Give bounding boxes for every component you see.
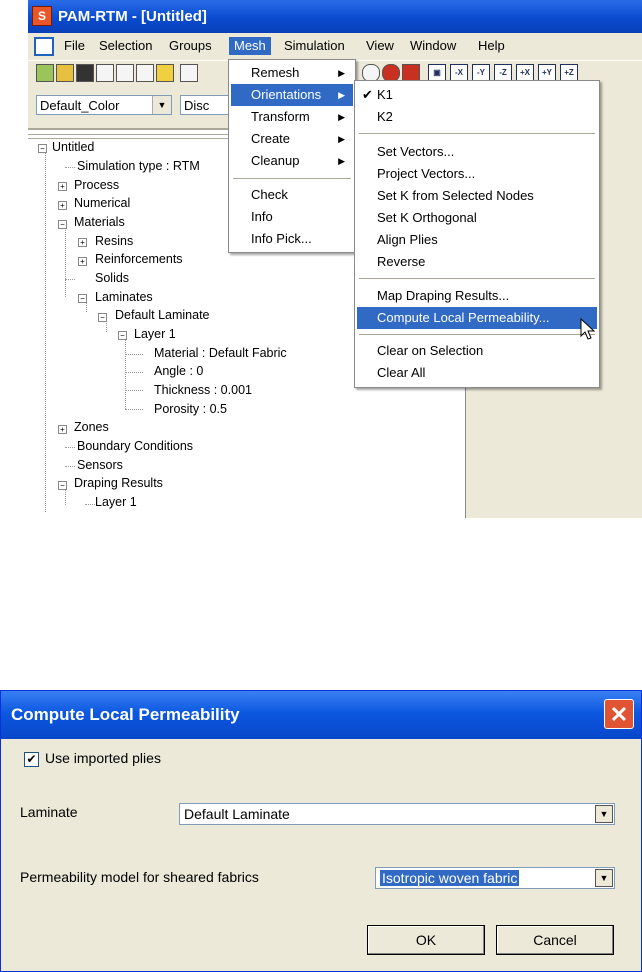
permeability-model-label: Permeability model for sheared fabrics — [20, 869, 259, 885]
submenu-arrow-icon: ▶ — [338, 90, 345, 100]
layout-rows-icon[interactable] — [96, 64, 114, 82]
tree-item-resins[interactable]: Resins — [95, 234, 134, 248]
tree-item-solids[interactable]: Solids — [95, 271, 130, 285]
menu-separator — [359, 278, 595, 279]
tree-item-laminates[interactable]: Laminates — [95, 290, 153, 304]
menu-item-label: Orientations — [251, 87, 322, 102]
view-plus-y-icon[interactable]: +Y — [538, 64, 556, 82]
view-plus-z-icon[interactable]: +Z — [560, 64, 578, 82]
help-icon[interactable] — [156, 64, 174, 82]
chevron-down-icon[interactable]: ▼ — [595, 869, 613, 887]
tree-item-reinforcements[interactable]: Reinforcements — [95, 252, 183, 266]
menu-item-info-pick[interactable]: Info Pick... — [251, 231, 312, 246]
view-minus-x-icon[interactable]: -X — [450, 64, 468, 82]
permeability-model-select[interactable] — [375, 867, 615, 889]
disc-combo-value: Disc — [184, 98, 210, 113]
menu-mesh[interactable]: Mesh — [229, 37, 271, 55]
submenu-arrow-icon: ▶ — [338, 112, 345, 122]
tree-item-untitled[interactable]: Untitled — [52, 140, 95, 154]
view-minus-z-icon[interactable]: -Z — [494, 64, 512, 82]
tree-item-default-laminate[interactable]: Default Laminate — [115, 308, 210, 322]
tree-item-simulation-type[interactable]: Simulation type : RTM — [77, 159, 200, 173]
menu-window[interactable]: Window — [410, 38, 457, 53]
dialog-title-bar — [1, 691, 641, 739]
menu-item-transform[interactable] — [231, 106, 353, 128]
save-icon[interactable] — [76, 64, 94, 82]
menu-separator — [359, 334, 595, 335]
collapse-icon[interactable]: − — [58, 481, 67, 490]
menu-item-label: Remesh — [251, 65, 300, 80]
new-icon[interactable] — [36, 64, 54, 82]
menu-view[interactable]: View — [366, 38, 394, 53]
menu-item-set-vectors[interactable]: Set Vectors... — [377, 144, 455, 159]
mouse-cursor-icon — [580, 318, 596, 342]
submenu-arrow-icon: ▶ — [338, 68, 345, 78]
tree-item-material[interactable]: Material : Default Fabric — [154, 346, 287, 360]
tree-item-boundary-conditions[interactable]: Boundary Conditions — [77, 439, 194, 453]
menu-separator — [233, 178, 351, 179]
permeability-model-value: Isotropic woven fabric — [382, 870, 518, 886]
color-combo-value: Default_Color — [40, 98, 120, 113]
menu-item-k2[interactable]: K2 — [377, 109, 393, 124]
collapse-icon[interactable]: − — [58, 220, 67, 229]
tree-item-zones[interactable]: Zones — [74, 420, 109, 434]
use-imported-plies-checkbox[interactable]: ✔ — [24, 752, 39, 767]
tree-item-process[interactable]: Process — [74, 178, 120, 192]
menu-item-align-plies[interactable]: Align Plies — [377, 232, 438, 247]
orientations-submenu — [354, 80, 600, 388]
laminate-select[interactable] — [179, 803, 615, 825]
tree-item-angle[interactable]: Angle : 0 — [154, 364, 204, 378]
disc-combo[interactable] — [180, 95, 230, 115]
chevron-down-icon[interactable]: ▼ — [595, 805, 613, 823]
expand-icon[interactable]: + — [78, 238, 87, 247]
tree-item-porosity[interactable]: Porosity : 0.5 — [154, 402, 227, 416]
menu-help[interactable]: Help — [478, 38, 505, 53]
expand-icon[interactable]: + — [58, 182, 67, 191]
view-reset-icon[interactable]: ▣ — [428, 64, 446, 82]
menu-item-k1[interactable] — [357, 84, 597, 106]
tree-item-thickness[interactable]: Thickness : 0.001 — [154, 383, 252, 397]
menu-simulation[interactable]: Simulation — [284, 38, 345, 53]
expand-icon[interactable]: + — [78, 257, 87, 266]
close-icon[interactable]: ✕ — [604, 699, 634, 729]
expand-icon[interactable]: + — [58, 201, 67, 210]
collapse-icon[interactable]: − — [78, 294, 87, 303]
dialog-title: Compute Local Permeability — [11, 705, 240, 724]
tree-item-draping-layer-1[interactable]: Layer 1 — [95, 495, 137, 509]
menu-item-clear-all[interactable]: Clear All — [377, 365, 426, 380]
menu-selection[interactable]: Selection — [99, 38, 153, 53]
menu-item-remesh[interactable] — [231, 62, 353, 84]
menu-item-compute-local-permeability[interactable]: Compute Local Permeability... — [357, 307, 597, 329]
menu-item-set-k-from-nodes[interactable]: Set K from Selected Nodes — [377, 188, 534, 203]
app-logo-icon: S — [32, 6, 52, 26]
tool-icon[interactable] — [180, 64, 198, 82]
color-combo[interactable] — [36, 95, 172, 115]
expand-icon[interactable]: + — [58, 425, 67, 434]
app-title: PAM-RTM - [Untitled] — [58, 8, 207, 25]
open-folder-icon[interactable] — [56, 64, 74, 82]
use-imported-plies-label: Use imported plies — [45, 750, 161, 766]
tree-item-materials[interactable]: Materials — [74, 215, 125, 229]
menu-item-set-k-orthogonal[interactable]: Set K Orthogonal — [377, 210, 477, 225]
compute-permeability-dialog — [0, 690, 642, 972]
mesh-menu — [228, 59, 356, 253]
menu-item-create[interactable] — [231, 128, 353, 150]
menu-item-label: K1 — [377, 87, 393, 102]
collapse-icon[interactable]: − — [98, 313, 107, 322]
menu-item-info[interactable]: Info — [251, 209, 273, 224]
check-icon: ✔ — [362, 87, 373, 102]
collapse-icon[interactable]: − — [118, 331, 127, 340]
menu-item-label: Create — [251, 131, 291, 146]
windows-icon[interactable] — [136, 64, 154, 82]
document-icon[interactable] — [34, 37, 54, 56]
layout-cols-icon[interactable] — [116, 64, 134, 82]
menu-bar — [28, 35, 642, 57]
tree-item-sensors[interactable]: Sensors — [77, 458, 123, 472]
submenu-arrow-icon: ▶ — [338, 134, 345, 144]
tree-item-draping-results[interactable]: Draping Results — [74, 476, 163, 490]
menu-item-label: Cleanup — [251, 153, 300, 168]
view-plus-x-icon[interactable]: +X — [516, 64, 534, 82]
tree-item-numerical[interactable]: Numerical — [74, 196, 131, 210]
submenu-arrow-icon: ▶ — [338, 156, 345, 166]
menu-file[interactable]: File — [64, 38, 85, 53]
menu-item-cleanup[interactable] — [231, 150, 353, 172]
app-title-bar — [28, 0, 642, 33]
menu-item-reverse[interactable]: Reverse — [377, 254, 426, 269]
collapse-icon[interactable]: − — [38, 144, 47, 153]
menu-item-map-draping[interactable]: Map Draping Results... — [377, 288, 510, 303]
menu-item-check[interactable]: Check — [251, 187, 288, 202]
view-minus-y-icon[interactable]: -Y — [472, 64, 490, 82]
laminate-select-value: Default Laminate — [184, 806, 290, 822]
laminate-label: Laminate — [20, 804, 78, 820]
menu-separator — [359, 133, 595, 134]
tree-item-layer-1[interactable]: Layer 1 — [134, 327, 176, 341]
ok-button[interactable]: OK — [367, 925, 485, 955]
menu-item-label: Transform — [251, 109, 310, 124]
chevron-down-icon[interactable]: ▼ — [152, 96, 171, 114]
cancel-button[interactable]: Cancel — [496, 925, 614, 955]
menu-groups[interactable]: Groups — [169, 38, 212, 53]
menu-item-project-vectors[interactable]: Project Vectors... — [377, 166, 476, 181]
menu-item-clear-on-selection[interactable]: Clear on Selection — [377, 343, 484, 358]
menu-item-orientations[interactable] — [231, 84, 353, 106]
